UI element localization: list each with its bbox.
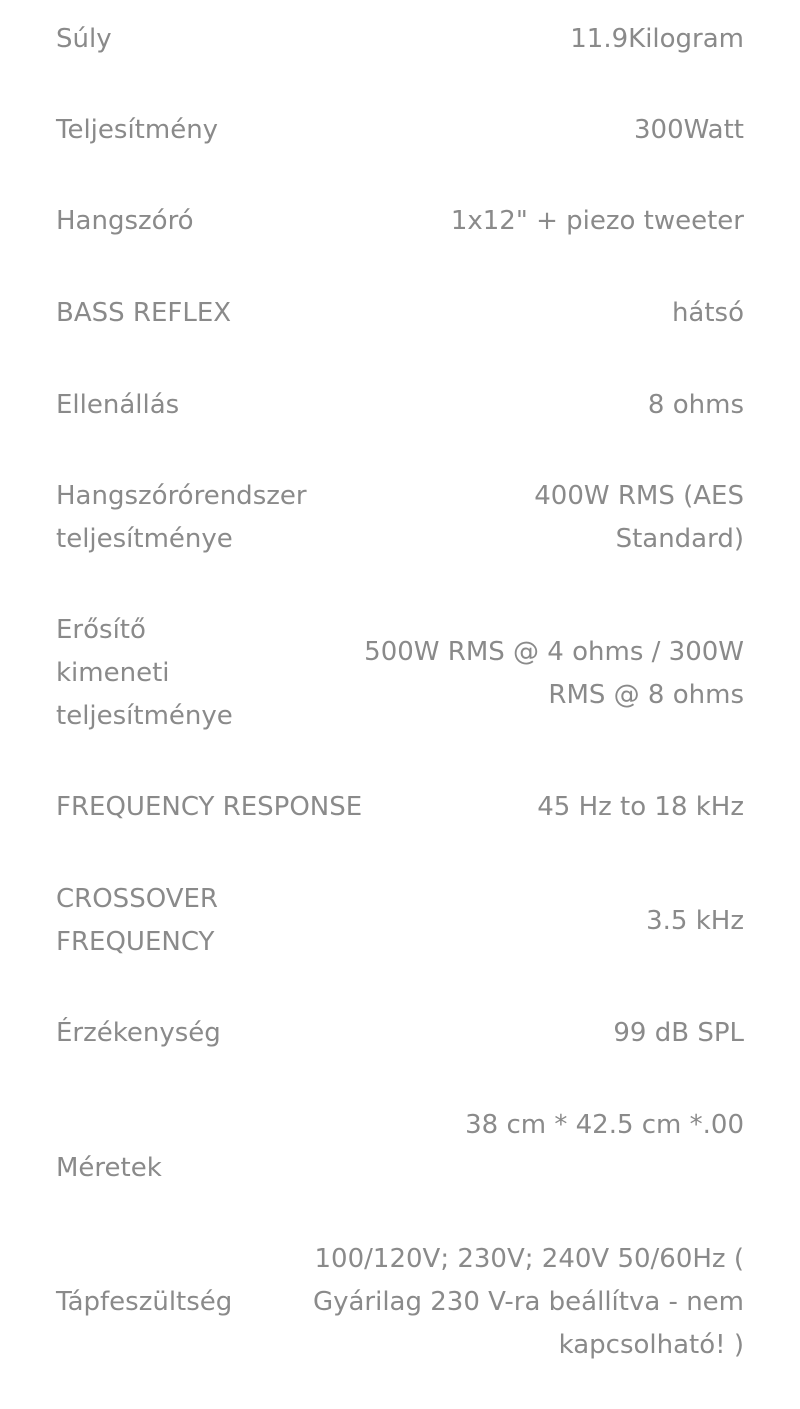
spec-row-crossover (56, 878, 744, 964)
spec-row-sensitivity (56, 1012, 744, 1055)
spec-row-system-power (56, 475, 744, 561)
spec-row-dimensions (56, 1104, 744, 1190)
spec-value: 400W RMS (AES Standard) (534, 481, 744, 554)
spec-value: 300Watt (634, 115, 744, 145)
spec-row-speaker (56, 200, 744, 243)
spec-value: 8 ohms (647, 390, 744, 420)
spec-value: hátsó (671, 298, 744, 328)
spec-value: 100/120V; 230V; 240V 50/60Hz ( Gyárilag 230 V-ra beállítva - nem kapcsolható! ) (312, 1244, 744, 1360)
spec-label: BASS REFLEX (56, 298, 232, 328)
spec-value: 45 Hz to 18 kHz (537, 792, 744, 822)
spec-row-power (56, 109, 744, 152)
spec-label: CROSSOVER FREQUENCY (56, 884, 218, 957)
spec-row-weight (56, 18, 744, 61)
spec-label: Ellenállás (56, 390, 180, 420)
spec-label: Tápfeszültség (56, 1287, 233, 1317)
spec-row-bass-reflex (56, 292, 744, 335)
spec-label: Erősítő kimeneti teljesítménye (56, 615, 233, 731)
spec-row-impedance (56, 384, 744, 427)
spec-value: 500W RMS @ 4 ohms / 300W RMS @ 8 ohms (364, 636, 744, 710)
spec-row-supply-voltage (56, 1238, 744, 1367)
spec-value: 3.5 kHz (646, 905, 744, 936)
spec-label: Teljesítmény (56, 115, 219, 145)
spec-label: Méretek (56, 1153, 162, 1183)
spec-value: 99 dB SPL (613, 1018, 744, 1048)
spec-label: Súly (56, 24, 112, 54)
spec-label: Hangszórórendszer teljesítménye (56, 481, 307, 554)
spec-value: 1x12" + piezo tweeter (450, 206, 744, 236)
spec-label: Érzékenység (56, 1018, 221, 1048)
spec-value: 11.9Kilogram (570, 24, 744, 54)
spec-row-frequency-response (56, 786, 744, 829)
spec-value: 38 cm * 42.5 cm *.00 (465, 1110, 744, 1140)
spec-label: FREQUENCY RESPONSE (56, 792, 363, 822)
spec-label: Hangszóró (56, 206, 194, 236)
spec-row-amp-output (56, 609, 744, 738)
